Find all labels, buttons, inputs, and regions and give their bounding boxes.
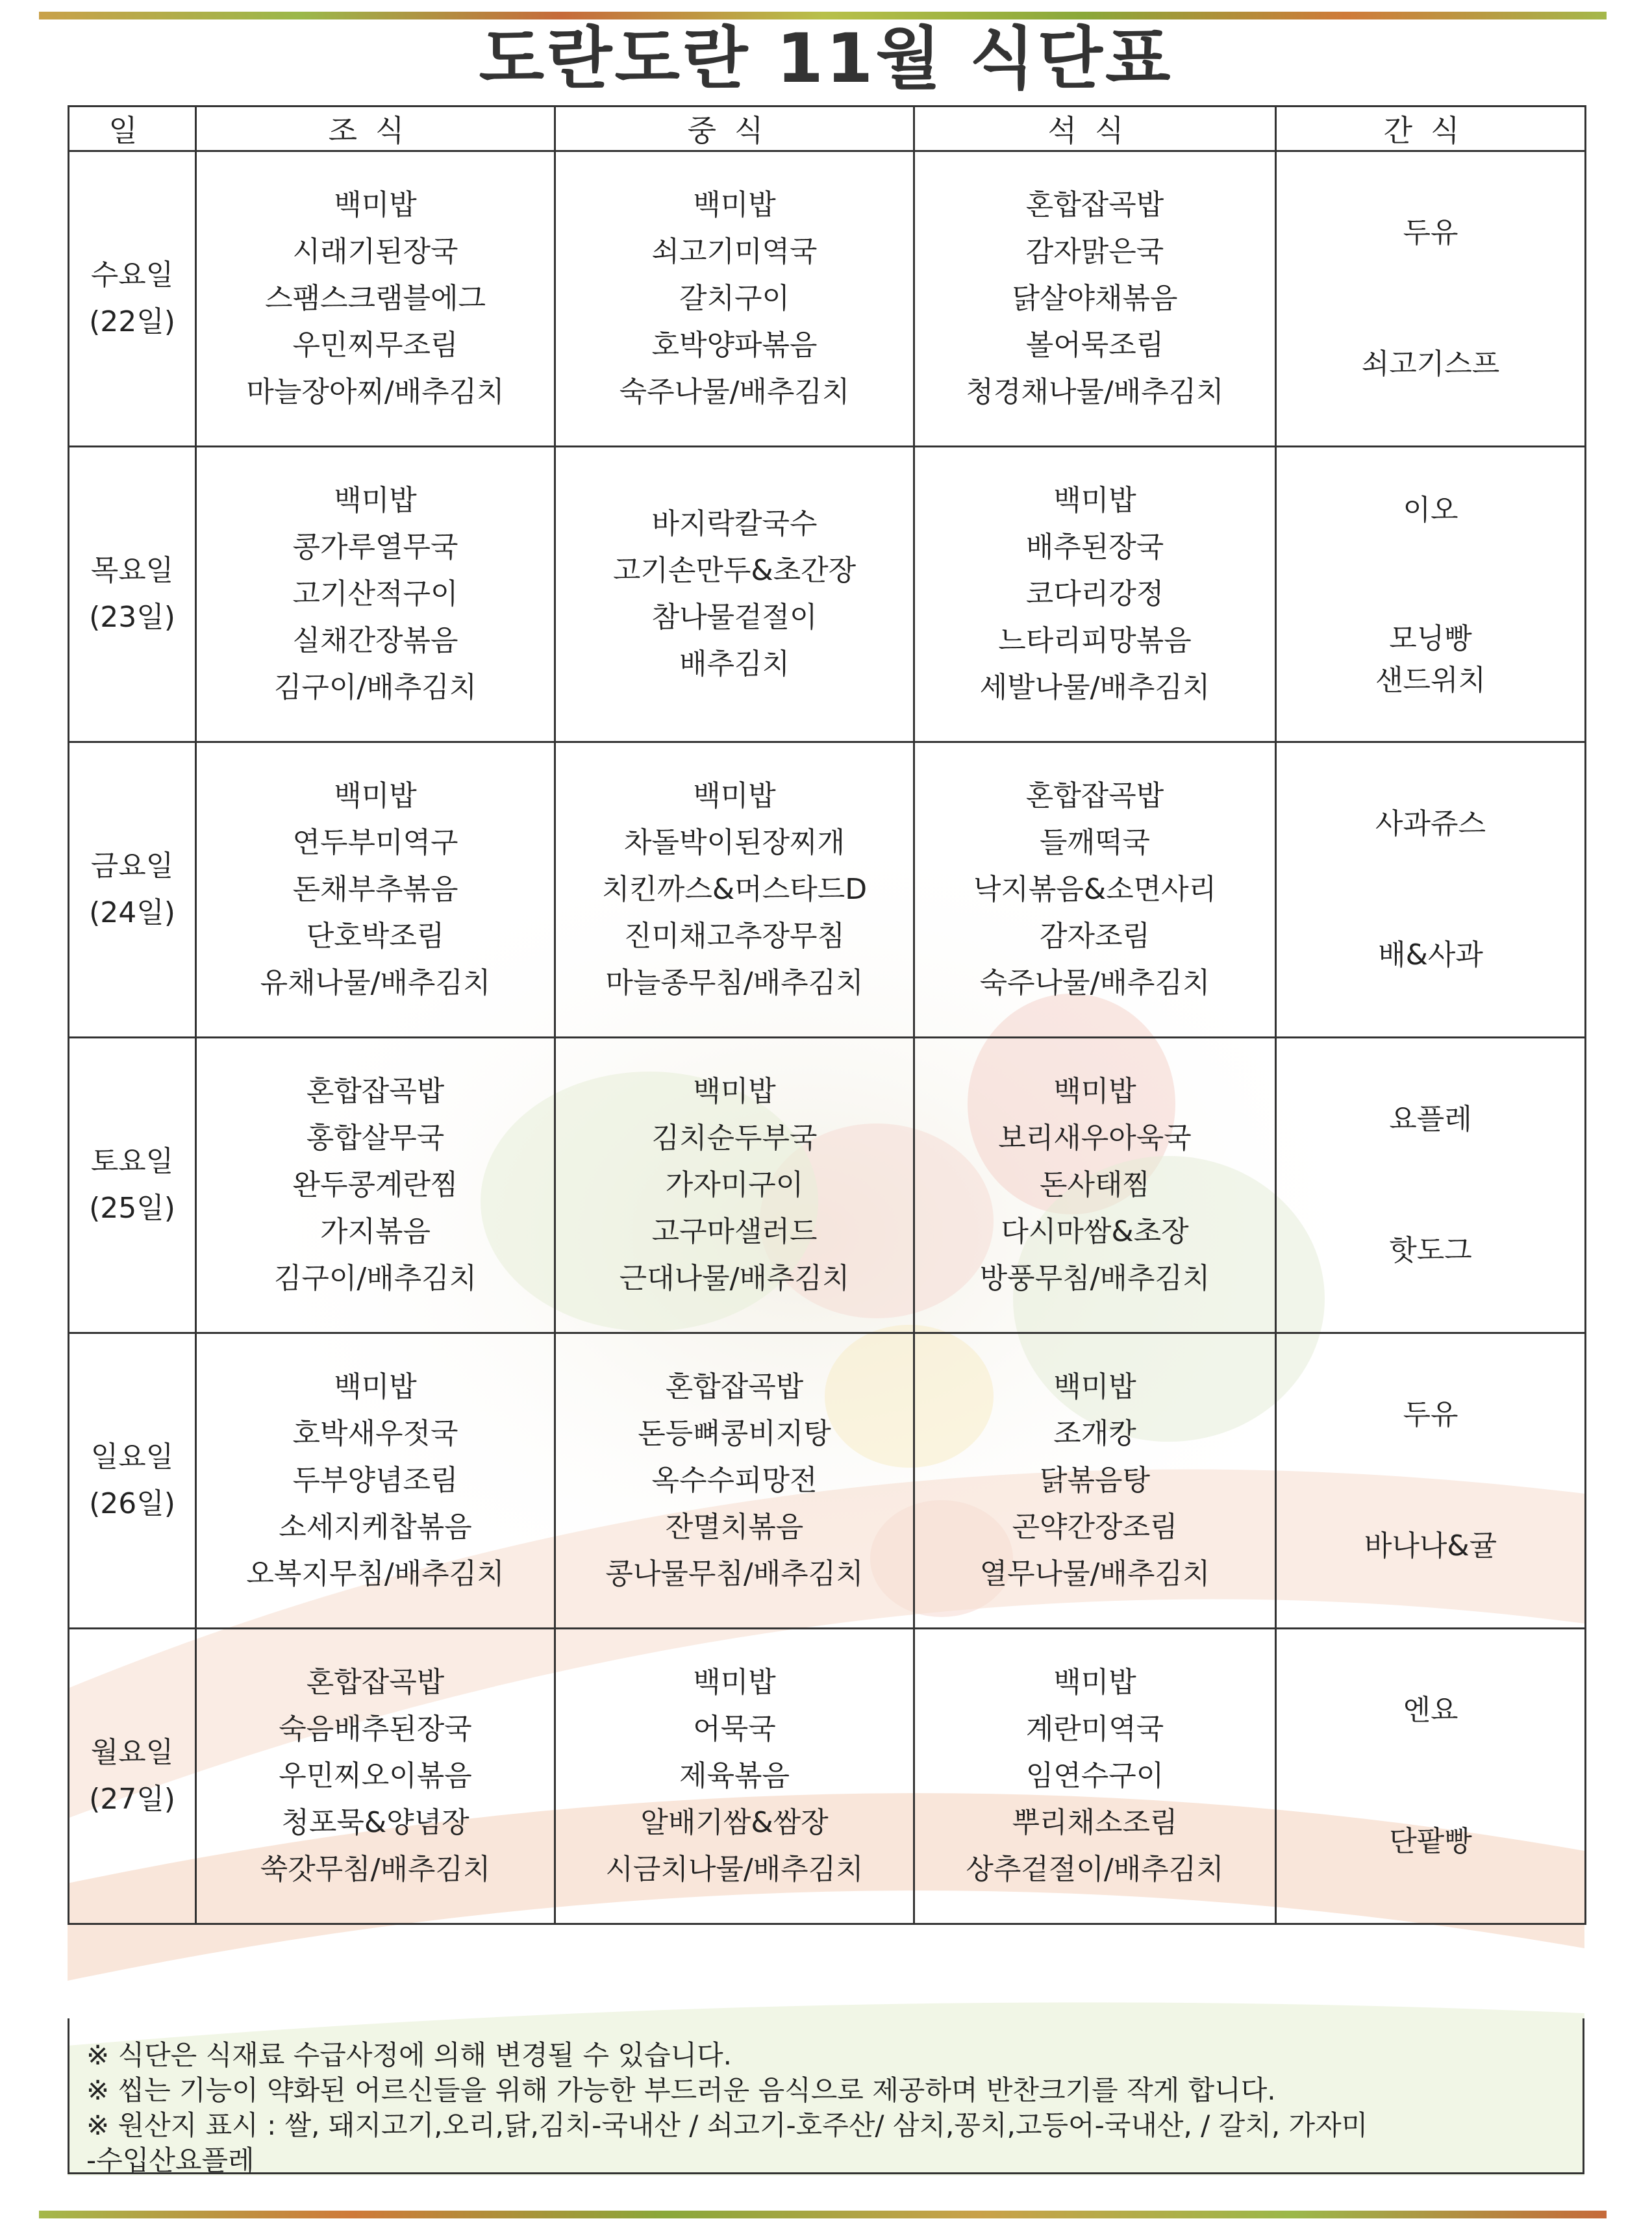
note-line: -수입산요플레: [86, 2144, 255, 2176]
day-name: 월요일: [90, 1736, 174, 1769]
day-date: (25일): [89, 1192, 175, 1225]
menu-item: 고구마샐러드: [651, 1215, 818, 1248]
menu-item: 들깨떡국: [1039, 826, 1150, 859]
day-cell: [69, 447, 196, 742]
snack-cell: [1276, 1333, 1586, 1629]
breakfast-cell: [196, 1038, 555, 1333]
menu-item: 백미밥: [693, 188, 776, 221]
day-cell: [69, 151, 196, 447]
dinner-cell: [914, 1629, 1276, 1924]
snack-item: 요플레: [1389, 1103, 1472, 1136]
dinner-cell: [914, 742, 1276, 1038]
menu-item: 호박새우젓국: [292, 1417, 458, 1450]
day-cell: [69, 742, 196, 1038]
header-lunch: 중식: [555, 107, 914, 151]
menu-item: 갈치구이: [679, 282, 790, 315]
menu-item: 콩나물무침/배추김치: [605, 1557, 864, 1590]
menu-item: 콩가루열무국: [292, 531, 458, 564]
menu-item: 혼합잡곡밥: [1025, 188, 1164, 221]
menu-item: 닭살야채볶음: [1012, 282, 1178, 315]
menu-item: 청경채나물/배추김치: [966, 375, 1224, 408]
menu-item: 혼합잡곡밥: [665, 1370, 804, 1403]
snack-item: 엔요: [1403, 1694, 1458, 1727]
snack-item: 쇠고기스프: [1361, 347, 1500, 381]
menu-item: 김치순두부국: [651, 1122, 818, 1155]
menu-item: 쑥갓무침/배추김치: [260, 1853, 491, 1886]
note-line: ※ 식단은 식재료 수급사정에 의해 변경될 수 있습니다.: [86, 2039, 732, 2071]
header-snack: 간식: [1276, 107, 1586, 151]
menu-item: 진미채고추장무침: [623, 920, 845, 953]
menu-item: 김구이/배추김치: [273, 1262, 477, 1295]
bottom-decorative-stripe: [39, 2211, 1607, 2218]
snack-item: 배&사과: [1378, 938, 1483, 972]
menu-row: [69, 447, 1586, 742]
snack-item: 단팥빵: [1389, 1825, 1472, 1858]
menu-item: 쇠고기미역국: [651, 235, 818, 268]
menu-item: 느타리피망볶음: [998, 624, 1192, 657]
menu-item: 백미밥: [1053, 1075, 1136, 1108]
menu-item: 김구이/배추김치: [273, 671, 477, 704]
menu-item: 숙주나물/배추김치: [619, 375, 850, 408]
menu-table: [68, 105, 1586, 1925]
menu-item: 볼어묵조림: [1025, 329, 1164, 362]
menu-item: 제육볶음: [679, 1759, 790, 1792]
page-title: 도란도란 11월 식단표: [479, 19, 1173, 98]
menu-item: 백미밥: [334, 484, 417, 517]
menu-item: 시금치나물/배추김치: [605, 1853, 864, 1886]
menu-item: 뿌리채소조림: [1012, 1806, 1178, 1839]
menu-item: 감자맑은국: [1025, 235, 1164, 268]
menu-item: 돈등뼈콩비지탕: [638, 1417, 831, 1450]
menu-row: [69, 1629, 1586, 1924]
menu-item: 돈채부추볶음: [292, 873, 458, 906]
lunch-cell: [555, 151, 914, 447]
menu-item: 보리새우아욱국: [998, 1122, 1192, 1155]
day-date: (24일): [89, 896, 175, 929]
menu-item: 마늘장아찌/배추김치: [246, 375, 505, 408]
menu-item: 우민찌오이볶음: [279, 1759, 472, 1792]
day-name: 일요일: [90, 1440, 174, 1474]
menu-item: 잔멸치볶음: [665, 1511, 804, 1544]
menu-item: 홍합살무국: [306, 1122, 445, 1155]
menu-item: 백미밥: [1053, 1666, 1136, 1699]
day-date: (23일): [89, 601, 175, 634]
breakfast-cell: [196, 742, 555, 1038]
menu-item: 돈사태찜: [1039, 1168, 1150, 1201]
menu-item: 어묵국: [693, 1713, 776, 1746]
menu-item: 상추겉절이/배추김치: [966, 1853, 1224, 1886]
day-name: 토요일: [90, 1145, 174, 1178]
menu-item: 두부양념조림: [292, 1464, 458, 1497]
menu-row: [69, 1333, 1586, 1629]
menu-item: 스팸스크램블에그: [264, 282, 486, 315]
menu-item: 시래기된장국: [292, 235, 458, 268]
note-line: ※ 원산지 표시 : 쌀, 돼지고기,오리,닭,김치-국내산 / 쇠고기-호주산/ 삼치,꽁치,고등어-국내산, / 갈치, 가자미: [86, 2109, 1368, 2141]
menu-item: 백미밥: [1053, 1370, 1136, 1403]
menu-item: 곤약간장조림: [1012, 1511, 1178, 1544]
menu-item: 배추된장국: [1025, 531, 1164, 564]
menu-item: 낙지볶음&소면사리: [973, 873, 1217, 906]
day-name: 금요일: [90, 849, 174, 883]
day-date: (22일): [89, 305, 175, 338]
menu-item: 감자조림: [1039, 920, 1150, 953]
day-name: 목요일: [90, 554, 174, 587]
menu-item: 참나물겉절이: [651, 601, 818, 634]
menu-item: 방풍무침/배추김치: [979, 1262, 1210, 1295]
snack-item: 모닝빵 샌드위치: [1375, 622, 1486, 697]
notes-box: [68, 2018, 1584, 2174]
menu-item: 차돌박이된장찌개: [623, 826, 845, 859]
menu-item: 백미밥: [334, 779, 417, 812]
lunch-cell: [555, 447, 914, 742]
snack-cell: [1276, 742, 1586, 1038]
menu-item: 고기산적구이: [292, 577, 458, 610]
menu-row: [69, 151, 1586, 447]
menu-item: 연두부미역구: [292, 826, 458, 859]
snack-cell: [1276, 447, 1586, 742]
menu-item: 혼합잡곡밥: [1025, 779, 1164, 812]
menu-item: 배추김치: [679, 647, 790, 681]
menu-item: 백미밥: [334, 1370, 417, 1403]
day-name: 수요일: [90, 258, 174, 292]
menu-item: 숙음배추된장국: [279, 1713, 472, 1746]
menu-item: 세발나물/배추김치: [979, 671, 1210, 704]
dinner-cell: [914, 151, 1276, 447]
header-dinner: 석식: [914, 107, 1276, 151]
note-line: ※ 씹는 기능이 약화된 어르신들을 위해 가능한 부드러운 음식으로 제공하며 반찬크기를 작게 합니다.: [86, 2074, 1276, 2106]
day-cell: [69, 1038, 196, 1333]
menu-item: 유채나물/배추김치: [260, 966, 491, 999]
breakfast-cell: [196, 447, 555, 742]
day-date: (27일): [89, 1783, 175, 1816]
menu-item: 백미밥: [1053, 484, 1136, 517]
menu-item: 치킨까스&머스타드D: [601, 873, 868, 906]
menu-item: 계란미역국: [1025, 1713, 1164, 1746]
menu-item: 다시마쌈&초장: [1001, 1215, 1189, 1248]
menu-item: 마늘종무침/배추김치: [605, 966, 864, 999]
menu-item: 실채간장볶음: [292, 624, 458, 657]
day-date: (26일): [89, 1487, 175, 1520]
menu-item: 알배기쌈&쌈장: [640, 1806, 829, 1839]
day-cell: [69, 1333, 196, 1629]
header-row: [69, 107, 1586, 151]
menu-item: 가지볶음: [319, 1215, 431, 1248]
menu-item: 청포묵&양념장: [281, 1806, 469, 1839]
menu-row: [69, 742, 1586, 1038]
snack-item: 두유: [1403, 216, 1458, 249]
breakfast-cell: [196, 151, 555, 447]
snack-cell: [1276, 1038, 1586, 1333]
menu-item: 열무나물/배추김치: [979, 1557, 1210, 1590]
menu-item: 임연수구이: [1025, 1759, 1164, 1792]
menu-item: 조개캉: [1053, 1417, 1136, 1450]
menu-item: 옥수수피망전: [651, 1464, 818, 1497]
menu-item: 고기손만두&초간장: [612, 554, 857, 587]
snack-cell: [1276, 151, 1586, 447]
menu-row: [69, 1038, 1586, 1333]
menu-item: 백미밥: [693, 779, 776, 812]
lunch-cell: [555, 1629, 914, 1924]
snack-item: 사과쥬스: [1375, 807, 1486, 840]
header-breakfast: 조식: [196, 107, 555, 151]
snack-cell: [1276, 1629, 1586, 1924]
menu-item: 닭볶음탕: [1039, 1464, 1150, 1497]
header-day: 일: [69, 107, 196, 151]
snack-item: 핫도그: [1389, 1234, 1472, 1267]
breakfast-cell: [196, 1333, 555, 1629]
menu-item: 소세지케찹볶음: [279, 1511, 472, 1544]
snack-item: 이오: [1403, 494, 1458, 527]
menu-item: 혼합잡곡밥: [306, 1666, 445, 1699]
menu-item: 가자미구이: [665, 1168, 804, 1201]
menu-item: 백미밥: [693, 1075, 776, 1108]
menu-item: 백미밥: [693, 1666, 776, 1699]
menu-item: 백미밥: [334, 188, 417, 221]
menu-item: 코다리강정: [1025, 577, 1164, 610]
menu-item: 숙주나물/배추김치: [979, 966, 1210, 999]
menu-item: 근대나물/배추김치: [619, 1262, 850, 1295]
dinner-cell: [914, 1333, 1276, 1629]
lunch-cell: [555, 1333, 914, 1629]
lunch-cell: [555, 1038, 914, 1333]
lunch-cell: [555, 742, 914, 1038]
menu-item: 단호박조림: [306, 920, 445, 953]
menu-item: 오복지무침/배추김치: [246, 1557, 505, 1590]
breakfast-cell: [196, 1629, 555, 1924]
dinner-cell: [914, 1038, 1276, 1333]
day-cell: [69, 1629, 196, 1924]
menu-item: 완두콩계란찜: [292, 1168, 458, 1201]
menu-item: 호박양파볶음: [651, 329, 818, 362]
snack-item: 두유: [1403, 1398, 1458, 1431]
menu-item: 바지락칼국수: [651, 507, 818, 540]
menu-item: 혼합잡곡밥: [306, 1075, 445, 1108]
snack-item: 바나나&귤: [1364, 1529, 1497, 1563]
menu-item: 우민찌무조림: [292, 329, 458, 362]
dinner-cell: [914, 447, 1276, 742]
